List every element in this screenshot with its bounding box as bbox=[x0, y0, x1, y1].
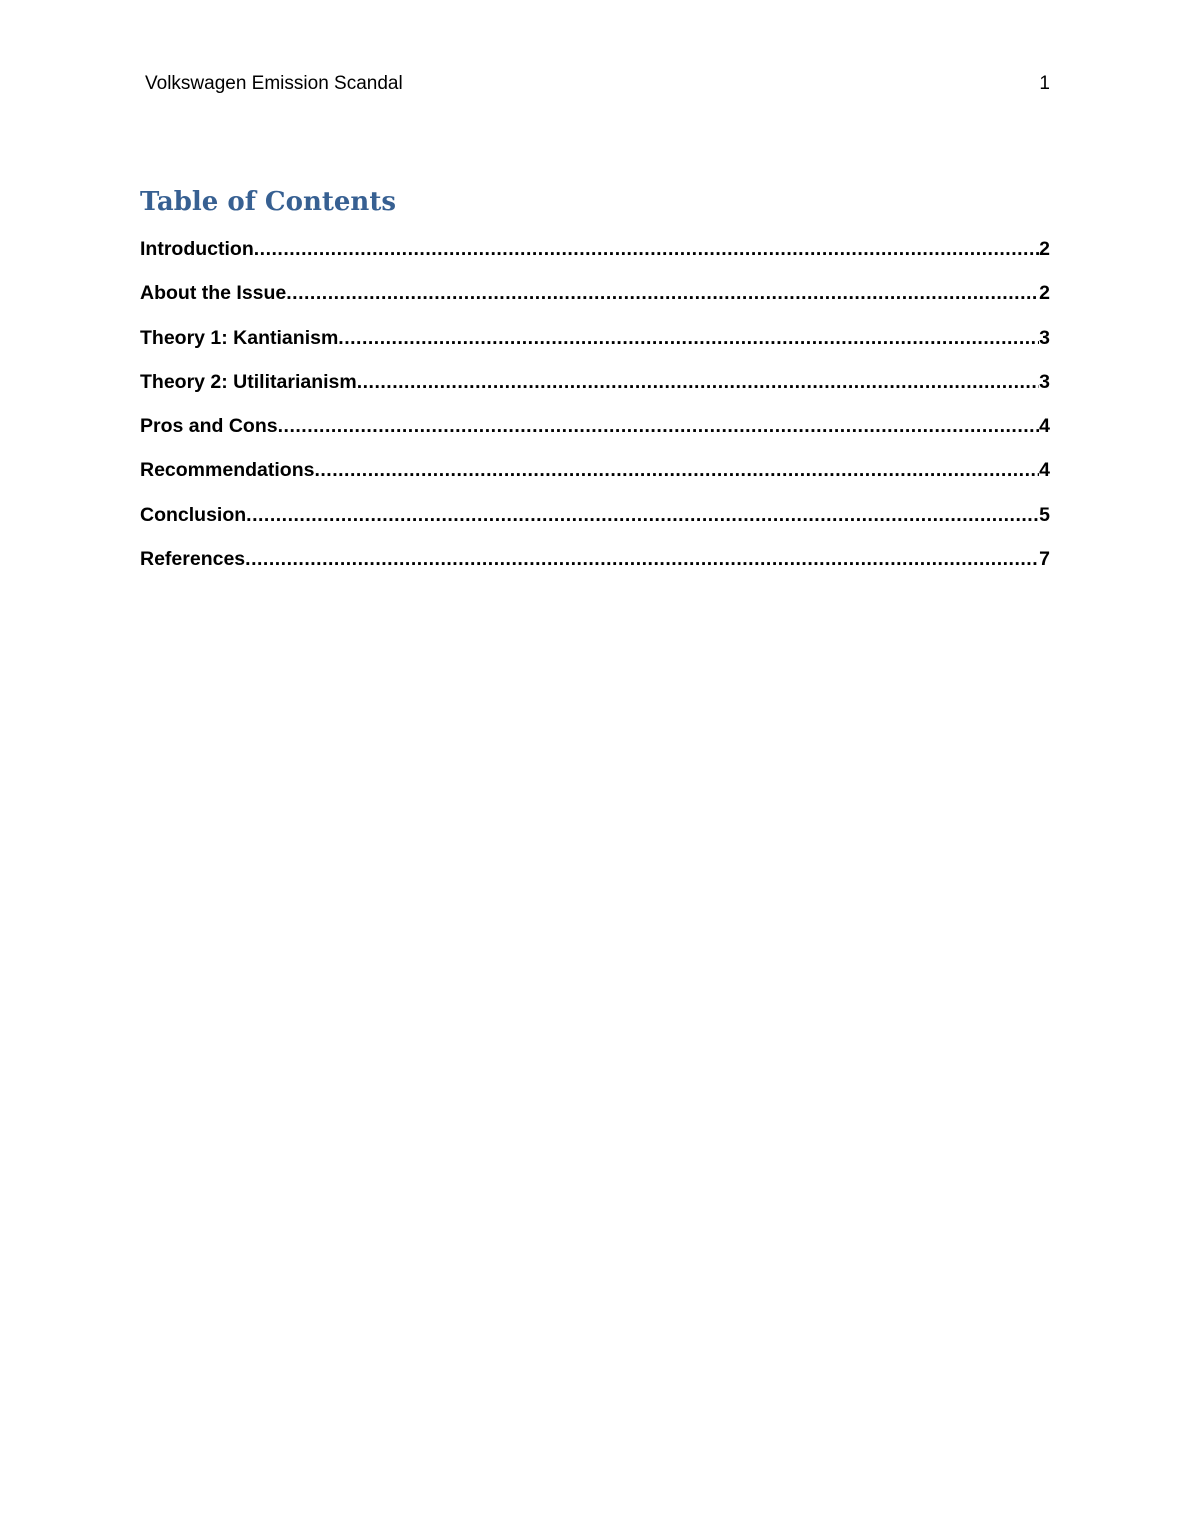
toc-entry-label: Conclusion bbox=[140, 503, 247, 526]
toc-entry-about-the-issue[interactable] bbox=[140, 278, 1050, 322]
toc-entry-recommendations[interactable] bbox=[140, 455, 1050, 499]
toc-entry-theory-2-utilitarianism[interactable] bbox=[140, 367, 1050, 411]
toc-dot-leader bbox=[286, 278, 1039, 308]
toc-entry-references[interactable] bbox=[140, 544, 1050, 588]
toc-dot-leader bbox=[254, 234, 1039, 264]
toc-entry-page: 5 bbox=[1039, 503, 1050, 526]
toc-entry-label: About the Issue bbox=[140, 282, 287, 305]
toc-entry-page: 2 bbox=[1039, 282, 1050, 305]
toc-entry-label: Theory 1: Kantianism bbox=[140, 326, 339, 349]
header-title: Volkswagen Emission Scandal bbox=[145, 73, 403, 94]
toc-entry-page: 4 bbox=[1039, 459, 1050, 482]
toc-entry-label: Pros and Cons bbox=[140, 415, 278, 438]
toc-entry-page: 3 bbox=[1039, 326, 1050, 349]
toc-entry-pros-and-cons[interactable] bbox=[140, 411, 1050, 455]
toc-entry-label: References bbox=[140, 548, 246, 571]
header-page-number: 1 bbox=[1039, 73, 1050, 94]
toc-entry-label: Recommendations bbox=[140, 459, 315, 482]
toc-dot-leader bbox=[246, 500, 1039, 530]
toc-dot-leader bbox=[245, 544, 1039, 574]
toc-entry-page: 2 bbox=[1039, 238, 1050, 260]
page-header bbox=[145, 70, 1050, 98]
toc-entry-theory-1-kantianism[interactable] bbox=[140, 323, 1050, 367]
toc-entry-conclusion[interactable] bbox=[140, 500, 1050, 544]
toc-entry-introduction[interactable] bbox=[140, 234, 1050, 278]
toc-entry-label: Theory 2: Utilitarianism bbox=[140, 370, 357, 393]
toc-entry-label: Introduction bbox=[140, 238, 254, 260]
toc-entry-page: 7 bbox=[1039, 548, 1050, 571]
toc-dot-leader bbox=[357, 367, 1039, 397]
toc-entry-page: 3 bbox=[1039, 370, 1050, 393]
toc-dot-leader bbox=[338, 323, 1039, 353]
toc-heading: Table of Contents bbox=[140, 187, 396, 217]
toc-entry-page: 4 bbox=[1039, 415, 1050, 438]
toc-dot-leader bbox=[278, 411, 1040, 441]
toc-dot-leader bbox=[314, 455, 1039, 485]
table-of-contents bbox=[140, 234, 1050, 588]
